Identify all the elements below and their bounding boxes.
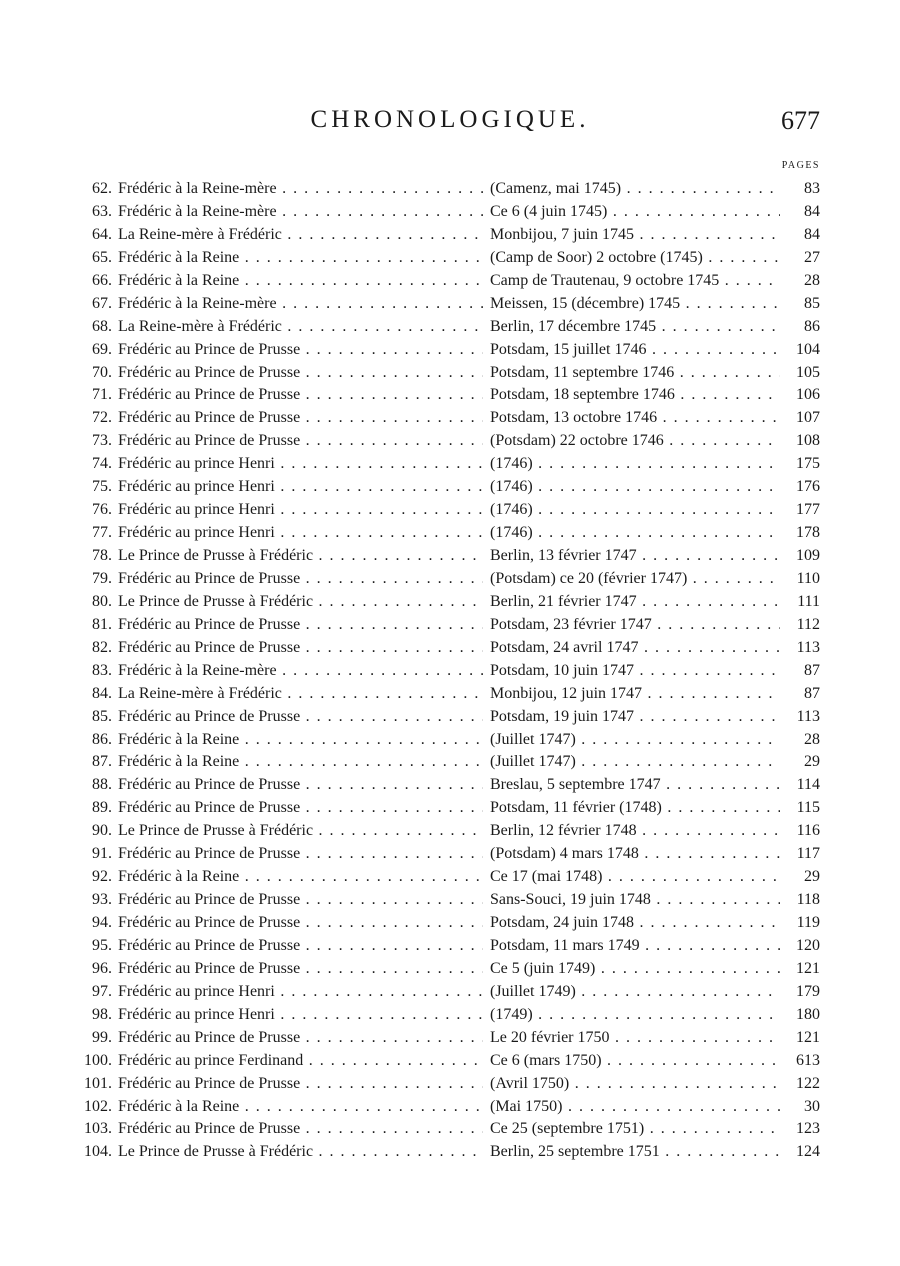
page-reference: 83 [804,180,820,197]
correspondents: Frédéric au Prince de Prusse . . . [118,637,483,660]
table-row [0,545,900,568]
page-reference: 29 [804,753,820,771]
place-date: (1746) . . . [490,522,780,545]
place-date: Berlin, 12 février 1748 . . . [490,820,780,843]
entry-number: 68. [92,317,112,335]
place-date: Ce 25 (septembre 1751) . . . [490,1118,780,1141]
entry-number: 99. [92,1028,112,1046]
page-reference: 178 [796,524,820,542]
correspondents: La Reine-mère à Frédéric . . . [118,316,483,339]
entry-number: 66. [92,271,112,289]
place-date: Ce 6 (4 juin 1745) . . . [490,201,780,224]
correspondents: Frédéric au prince Henri . . . [118,522,483,545]
place-date: Berlin, 21 février 1747 . . . [490,591,780,614]
page-reference: 87 [804,661,820,679]
page-reference: 180 [796,1005,820,1023]
page-reference: 87 [804,684,820,702]
table-row [0,499,900,522]
table-row [0,1073,900,1096]
place-date: Potsdam, 11 mars 1749 . . . [490,935,780,958]
correspondents: Frédéric au Prince de Prusse . . . [118,1027,483,1050]
table-row [0,407,900,430]
page-reference: 118 [796,891,820,909]
correspondents: Frédéric au prince Ferdinand . . . [118,1050,483,1073]
table-row [0,362,900,385]
correspondents: Frédéric à la Reine-mère . . . [118,201,483,224]
entry-number: 74. [92,455,112,473]
page-reference: 613 [796,1051,820,1069]
page-reference: 120 [796,936,820,954]
entry-number: 65. [92,248,112,266]
page-reference: 110 [796,569,820,587]
place-date: Camp de Trautenau, 9 octobre 1745 . . . [490,270,780,293]
place-date: (Camenz, mai 1745) . . . [490,178,780,201]
table-row [0,1004,900,1027]
table-row [0,637,900,660]
entry-number: 89. [92,799,112,817]
place-date: Monbijou, 7 juin 1745 . . . [490,224,780,247]
page-reference: 177 [796,501,820,519]
page-reference: 106 [796,386,820,404]
correspondents: La Reine-mère à Frédéric . . . [118,683,483,706]
entry-number: 72. [92,409,112,427]
correspondents: Frédéric à la Reine . . . [118,729,483,752]
place-date: (Potsdam) ce 20 (février 1747) . . . [490,568,780,591]
table-row [0,660,900,683]
place-date: (Juillet 1747) . . . [490,751,780,774]
page-reference: 86 [804,317,820,335]
entry-number: 91. [92,845,112,863]
place-date: Potsdam, 10 juin 1747 . . . [490,660,780,683]
entry-number: 103. [84,1120,112,1138]
place-date: Potsdam, 13 octobre 1746 . . . [490,407,780,430]
table-row [0,706,900,729]
page-reference: 28 [804,730,820,748]
table-row [0,270,900,293]
table-row [0,522,900,545]
table-row [0,591,900,614]
correspondents: Frédéric au prince Henri . . . [118,453,483,476]
correspondents: Le Prince de Prusse à Frédéric . . . [118,591,483,614]
pages-column-header: PAGES [781,160,820,171]
table-row [0,958,900,981]
table-row [0,178,900,201]
place-date: Potsdam, 11 septembre 1746 . . . [490,362,780,385]
entry-number: 81. [92,615,112,633]
table-row [0,453,900,476]
place-date: Potsdam, 24 avril 1747 . . . [490,637,780,660]
place-date: (Potsdam) 22 octobre 1746 . . . [490,430,780,453]
page-reference: 113 [796,638,820,656]
table-row [0,1118,900,1141]
place-date: Potsdam, 23 février 1747 . . . [490,614,780,637]
table-row [0,1141,900,1164]
correspondents: Frédéric au Prince de Prusse . . . [118,912,483,935]
correspondents: Frédéric au prince Henri . . . [118,981,483,1004]
page-reference: 119 [796,914,820,931]
page-reference: 176 [796,478,820,496]
correspondents: Frédéric au Prince de Prusse . . . [118,843,483,866]
table-row [0,339,900,362]
table-row [0,384,900,407]
table-row [0,981,900,1004]
correspondents: Le Prince de Prusse à Frédéric . . . [118,1141,483,1164]
place-date: (1749) . . . [490,1004,780,1027]
page-reference: 115 [796,799,820,817]
correspondents: Frédéric à la Reine-mère . . . [118,293,483,316]
place-date: Berlin, 17 décembre 1745 . . . [490,316,780,339]
place-date: Potsdam, 19 juin 1747 . . . [490,706,780,729]
page-reference: 124 [796,1143,820,1161]
table-row [0,820,900,843]
correspondents: Frédéric au Prince de Prusse . . . [118,362,483,385]
page-reference: 28 [804,271,820,289]
place-date: Berlin, 13 février 1747 . . . [490,545,780,568]
entry-number: 64. [92,225,112,243]
place-date: Breslau, 5 septembre 1747 . . . [490,774,780,797]
place-date: Sans-Souci, 19 juin 1748 . . . [490,889,780,912]
place-date: (Juillet 1749) . . . [490,981,780,1004]
table-row [0,201,900,224]
page-reference: 114 [796,776,820,794]
page-reference: 179 [796,982,820,1000]
table-row [0,866,900,889]
correspondents: Frédéric au Prince de Prusse . . . [118,430,483,453]
place-date: Berlin, 25 septembre 1751 . . . [490,1141,780,1164]
correspondents: Frédéric au Prince de Prusse . . . [118,614,483,637]
entry-number: 95. [92,936,112,954]
correspondents: Frédéric à la Reine . . . [118,866,483,889]
entry-number: 90. [92,822,112,840]
place-date: Potsdam, 15 juillet 1746 . . . [490,339,780,362]
page-reference: 27 [804,248,820,266]
entry-number: 62. [92,180,112,197]
table-row [0,843,900,866]
place-date: (1746) . . . [490,499,780,522]
entry-number: 98. [92,1005,112,1023]
correspondents: Frédéric à la Reine . . . [118,1096,483,1119]
running-title: CHRONOLOGIQUE. [310,106,590,133]
page-reference: 175 [796,455,820,473]
correspondents: Frédéric au Prince de Prusse . . . [118,958,483,981]
page-reference: 121 [796,1028,820,1046]
place-date: Le 20 février 1750 . . . [490,1027,780,1050]
table-row [0,293,900,316]
correspondents: Frédéric à la Reine . . . [118,270,483,293]
table-row [0,889,900,912]
entry-number: 84. [92,684,112,702]
entry-number: 76. [92,501,112,519]
table-row [0,430,900,453]
page-reference: 111 [797,592,820,610]
table-row [0,683,900,706]
page-reference: 117 [796,845,820,863]
place-date: Potsdam, 24 juin 1748 . . . [490,912,780,935]
place-date: (Avril 1750) . . . [490,1073,780,1096]
place-date: (1746) . . . [490,476,780,499]
page-reference: 104 [796,340,820,358]
entry-number: 77. [92,524,112,542]
chronological-table [0,178,900,1164]
table-row [0,316,900,339]
table-row [0,614,900,637]
page-reference: 122 [796,1074,820,1092]
place-date: Ce 5 (juin 1749) . . . [490,958,780,981]
entry-number: 101. [84,1074,112,1092]
entry-number: 86. [92,730,112,748]
place-date: (Camp de Soor) 2 octobre (1745) . . . [490,247,780,270]
correspondents: La Reine-mère à Frédéric . . . [118,224,483,247]
correspondents: Frédéric à la Reine . . . [118,247,483,270]
page-reference: 29 [804,868,820,886]
table-row [0,774,900,797]
place-date: Monbijou, 12 juin 1747 . . . [490,683,780,706]
entry-number: 83. [92,661,112,679]
page-reference: 108 [796,432,820,450]
entry-number: 71. [92,386,112,404]
table-row [0,1096,900,1119]
correspondents: Frédéric au Prince de Prusse . . . [118,407,483,430]
page-reference: 84 [804,225,820,243]
correspondents: Frédéric à la Reine-mère . . . [118,660,483,683]
table-row [0,751,900,774]
correspondents: Frédéric au Prince de Prusse . . . [118,935,483,958]
place-date: (Juillet 1747) . . . [490,729,780,752]
place-date: Potsdam, 18 septembre 1746 . . . [490,384,780,407]
correspondents: Le Prince de Prusse à Frédéric . . . [118,820,483,843]
place-date: Meissen, 15 (décembre) 1745 . . . [490,293,780,316]
correspondents: Frédéric au Prince de Prusse . . . [118,568,483,591]
table-row [0,797,900,820]
entry-number: 78. [92,547,112,564]
entry-number: 88. [92,776,112,794]
table-row [0,912,900,935]
correspondents: Frédéric au Prince de Prusse . . . [118,1073,483,1096]
correspondents: Frédéric au prince Henri . . . [118,476,483,499]
page-reference: 121 [796,959,820,977]
table-row [0,935,900,958]
place-date: (Mai 1750) . . . [490,1096,780,1119]
place-date: Ce 6 (mars 1750) . . . [490,1050,780,1073]
correspondents: Frédéric à la Reine-mère . . . [118,178,483,201]
page-reference: 84 [804,202,820,220]
correspondents: Frédéric au Prince de Prusse . . . [118,889,483,912]
entry-number: 79. [92,569,112,587]
correspondents: Frédéric au Prince de Prusse . . . [118,339,483,362]
page-reference: 105 [796,363,820,381]
page-number: 677 [781,106,820,135]
entry-number: 67. [92,294,112,312]
entry-number: 96. [92,959,112,977]
entry-number: 92. [92,868,112,886]
page-reference: 116 [796,822,820,840]
correspondents: Frédéric à la Reine . . . [118,751,483,774]
page-reference: 85 [804,294,820,312]
place-date: (Potsdam) 4 mars 1748 . . . [490,843,780,866]
place-date: Ce 17 (mai 1748) . . . [490,866,780,889]
entry-number: 69. [92,340,112,358]
table-row [0,1050,900,1073]
correspondents: Frédéric au prince Henri . . . [118,499,483,522]
entry-number: 104. [84,1143,112,1161]
correspondents: Frédéric au Prince de Prusse . . . [118,797,483,820]
place-date: (1746) . . . [490,453,780,476]
page-reference: 123 [796,1120,820,1138]
page-reference: 112 [796,615,820,633]
entry-number: 80. [92,592,112,610]
table-row [0,1027,900,1050]
entry-number: 93. [92,891,112,909]
table-row [0,729,900,752]
correspondents: Frédéric au Prince de Prusse . . . [118,706,483,729]
entry-number: 82. [92,638,112,656]
correspondents: Frédéric au Prince de Prusse . . . [118,1118,483,1141]
correspondents: Frédéric au Prince de Prusse . . . [118,774,483,797]
entry-number: 75. [92,478,112,496]
entry-number: 97. [92,982,112,1000]
table-row [0,568,900,591]
entry-number: 102. [84,1097,112,1115]
page-reference: 113 [796,707,820,725]
entry-number: 100. [84,1051,112,1069]
correspondents: Le Prince de Prusse à Frédéric . . . [118,545,483,568]
entry-number: 94. [92,914,112,931]
entry-number: 63. [92,202,112,220]
correspondents: Frédéric au prince Henri . . . [118,1004,483,1027]
page-reference: 30 [804,1097,820,1115]
page-reference: 107 [796,409,820,427]
page-reference: 109 [796,547,820,564]
table-row [0,476,900,499]
entry-number: 73. [92,432,112,450]
table-row [0,224,900,247]
entry-number: 85. [92,707,112,725]
place-date: Potsdam, 11 février (1748) . . . [490,797,780,820]
correspondents: Frédéric au Prince de Prusse . . . [118,384,483,407]
entry-number: 87. [92,753,112,771]
table-row [0,247,900,270]
entry-number: 70. [92,363,112,381]
